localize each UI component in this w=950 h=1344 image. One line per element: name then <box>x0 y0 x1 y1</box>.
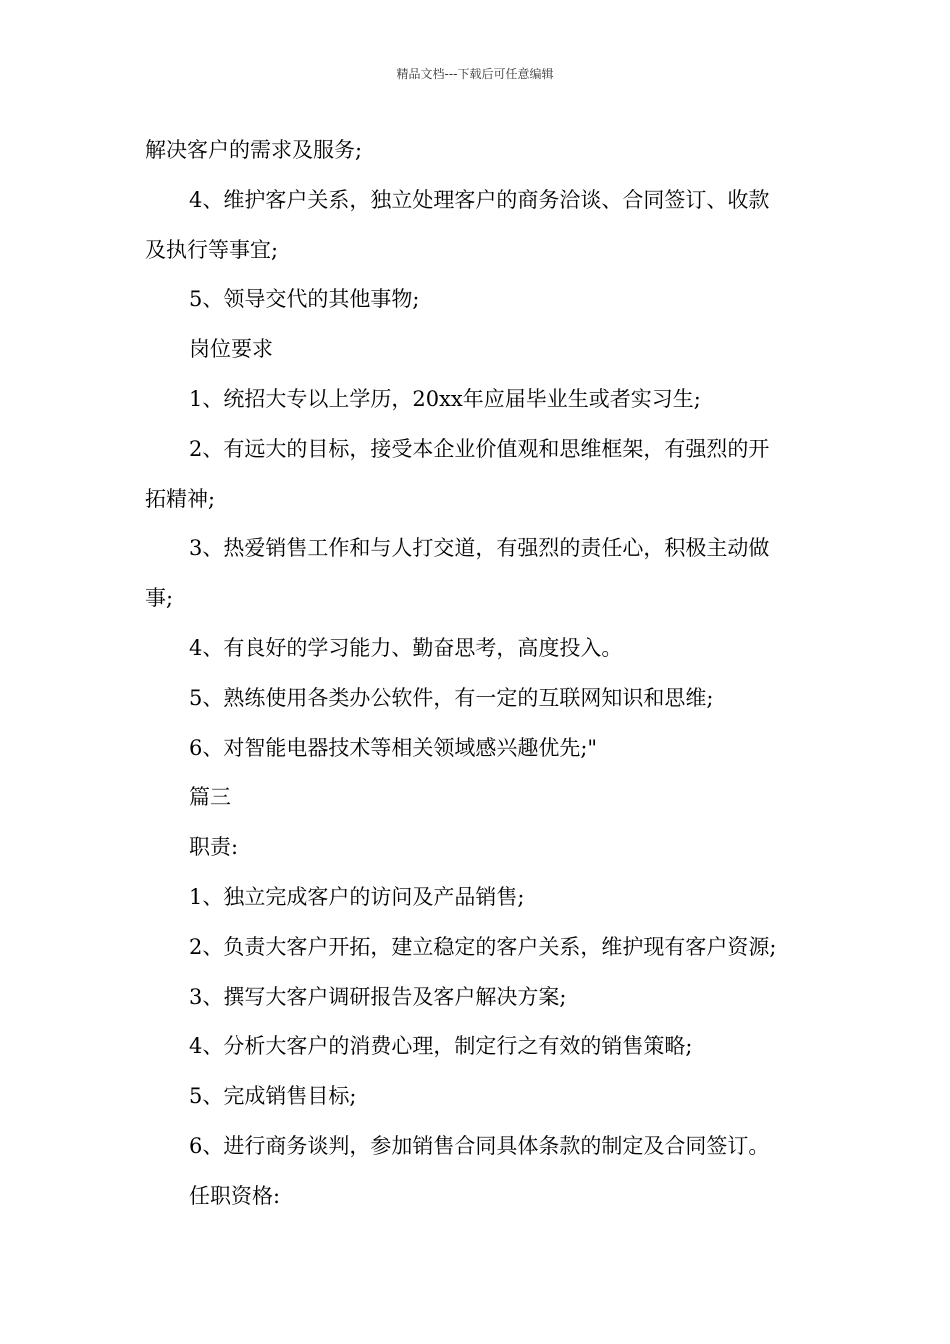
document-body <box>145 126 817 1222</box>
section-heading: 任职资格: <box>189 1183 281 1208</box>
paragraph-line: 5、领导交代的其他事物; <box>189 287 420 312</box>
paragraph-line: 6、进行商务谈判，参加销售合同具体条款的制定及合同签订。 <box>189 1133 770 1158</box>
paragraph-line: 解决客户的需求及服务; <box>145 138 363 162</box>
paragraph-line: 5、完成销售目标; <box>189 1084 357 1109</box>
paragraph-line: 4、分析大客户的消费心理，制定行之有效的销售策略; <box>189 1034 693 1059</box>
paragraph-line: 4、有良好的学习能力、勤奋思考，高度投入。 <box>189 635 623 660</box>
paragraph-line: 4、维护客户关系，独立处理客户的商务洽谈、合同签订、收款 <box>189 187 770 212</box>
section-heading: 职责: <box>189 835 239 860</box>
paragraph-line: 及执行等事宜; <box>145 237 279 262</box>
section-heading: 岗位要求 <box>189 337 273 362</box>
paragraph-line: 5、熟练使用各类办公软件，有一定的互联网知识和思维; <box>189 685 714 710</box>
paragraph-line: 1、独立完成客户的访问及产品销售; <box>189 884 525 909</box>
paragraph-line: 2、负责大客户开拓，建立稳定的客户关系，维护现有客户资源; <box>189 934 777 959</box>
section-heading: 篇三 <box>189 785 231 810</box>
paragraph-line: 3、撰写大客户调研报告及客户解决方案; <box>189 984 567 1009</box>
paragraph-line: 2、有远大的目标，接受本企业价值观和思维框架，有强烈的开 <box>189 436 770 461</box>
paragraph-line: 6、对智能电器技术等相关领域感兴趣优先;" <box>189 735 598 760</box>
page-header: 精品文档---下载后可任意编辑 <box>396 67 554 81</box>
paragraph-line: 拓精神; <box>145 486 216 511</box>
paragraph-line: 1、统招大专以上学历，20xx年应届毕业生或者实习生; <box>189 386 701 411</box>
paragraph-line: 3、热爱销售工作和与人打交道，有强烈的责任心，积极主动做 <box>189 536 770 561</box>
paragraph-line: 事; <box>145 586 174 611</box>
